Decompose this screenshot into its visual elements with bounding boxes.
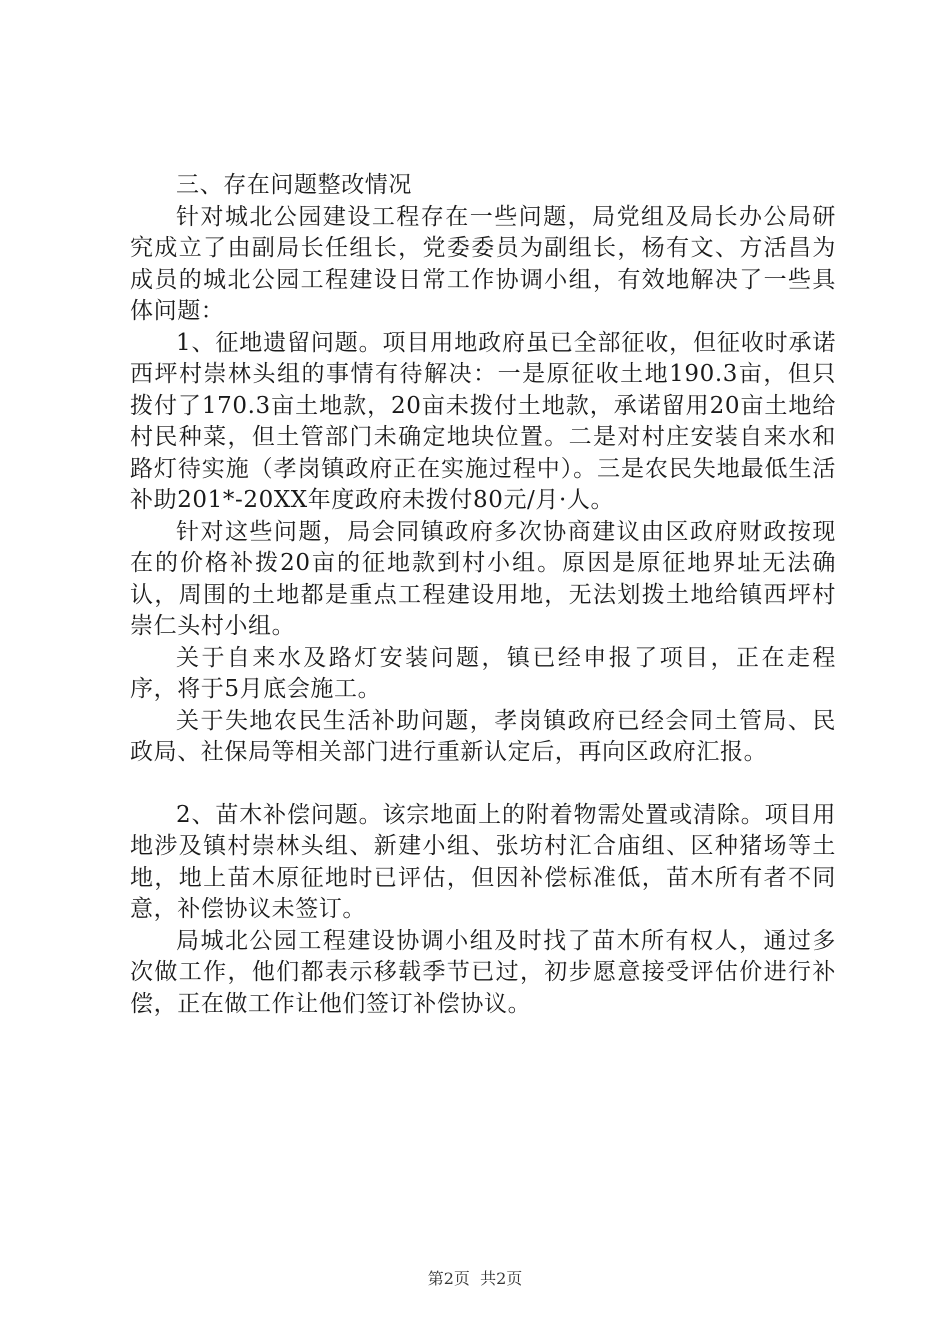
- paragraph-gap: [130, 769, 836, 800]
- page-number-current: 第2页: [427, 1269, 470, 1288]
- section-heading: 三、存在问题整改情况: [176, 172, 412, 198]
- page-number-total: 共2页: [480, 1269, 523, 1288]
- paragraph-item-2: 2、苗木补偿问题。该宗地面上的附着物需处置或清除。项目用地涉及镇村崇林头组、新建小组、张坊村汇合庙组、区种猪场等土地，地上苗木原征地时已评估，但因补偿标准低，苗木所有者不同意，补偿协议未签订。: [130, 801, 836, 922]
- paragraph-item-1: 1、征地遗留问题。项目用地政府虽已全部征收，但征收时承诺西坪村崇林头组的事情有待解决：一是原征收土地190.3亩，但只拨付了170.3亩土地款，20亩未拨付土地款，承诺留用20亩土地给村民种菜，但土管部门未确定地块位置。二是对村庄安装自来水和路灯待实施（孝岗镇政府正在实施过程中）。三是农民失地最低生活补助201*-20XX年度政府未拨付80元/月·人。: [130, 329, 836, 513]
- paragraph-compensation: 局城北公园工程建设协调小组及时找了苗木所有权人，通过多次做工作，他们都表示移载季节已过，初步愿意接受评估价进行补偿，正在做工作让他们签订补偿协议。: [130, 927, 836, 1017]
- paragraph-intro: 针对城北公园建设工程存在一些问题，局党组及局长办公局研究成立了由副局长任组长，党委委员为副组长，杨有文、方活昌为成员的城北公园工程建设日常工作协调小组，有效地解决了一些具体问题：: [130, 203, 836, 324]
- document-body: [130, 170, 836, 1020]
- paragraph-response: 针对这些问题，局会同镇政府多次协商建议由区政府财政按现在的价格补拨20亩的征地款到村小组。原因是原征地界址无法确认，周围的土地都是重点工程建设用地，无法划拨土地给镇西坪村崇仁头村小组。: [130, 518, 836, 639]
- footer-spacer: [470, 1269, 480, 1288]
- page-footer: [0, 1266, 950, 1289]
- paragraph-water-lights: 关于自来水及路灯安装问题，镇已经申报了项目，正在走程序，将于5月底会施工。: [130, 644, 836, 702]
- paragraph-subsidy: 关于失地农民生活补助问题，孝岗镇政府已经会同土管局、民政局、社保局等相关部门进行重新认定后，再向区政府汇报。: [130, 707, 836, 765]
